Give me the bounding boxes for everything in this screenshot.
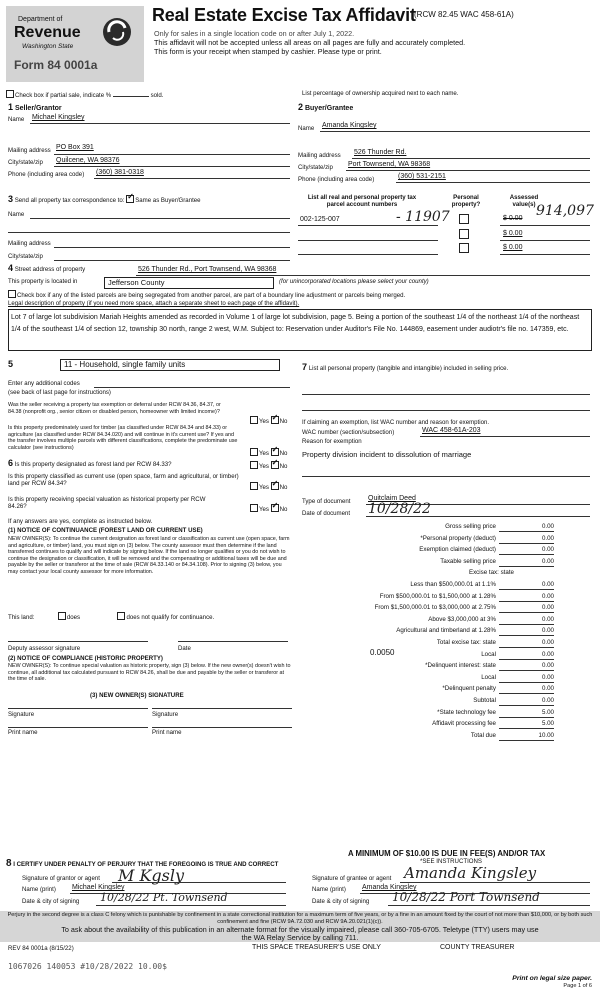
additional-codes-label: Enter any additional codes [8, 380, 80, 387]
notice1-title: (1) NOTICE OF CONTINUANCE (FOREST LAND OR CURRENT USE) [8, 527, 203, 534]
buyer-name-label: Name [298, 125, 315, 132]
seller-name[interactable]: Michael Kingsley [32, 114, 85, 121]
personal-property-checkbox-3[interactable] [459, 243, 469, 253]
tax-row-label: Local [481, 650, 496, 658]
if-yes-note: If any answers are yes, complete as instructed below. [8, 518, 153, 525]
treasurer-only: THIS SPACE TREASURER'S USE ONLY [252, 944, 381, 951]
see-instructions-note: *SEE INSTRUCTIONS [420, 858, 482, 865]
owner-print-label-2: Print name [152, 729, 182, 736]
tax-row-label: Total excise tax: state [436, 639, 496, 646]
seller-heading: 1 Seller/Grantor [8, 102, 62, 112]
buyer-city-label: City/state/zip [298, 164, 333, 171]
seller-city-label: City/state/zip [8, 159, 43, 166]
exemption-label: If claiming an exemption, list WAC number and reason for exemption. [302, 419, 490, 426]
same-as-buyer-checkbox[interactable] [126, 195, 134, 203]
located-in-label: This property is located in [8, 278, 78, 285]
assessed-hand-1: 914,097 [536, 203, 594, 219]
owner-print-label-1: Print name [8, 729, 38, 736]
dor-swirl-icon [101, 16, 133, 48]
minimum-due-note: A MINIMUM OF $10.00 IS DUE IN FEE(S) AND/OR TAX [348, 849, 546, 858]
tax-row [302, 626, 554, 635]
buyer-city[interactable]: Port Townsend, WA 98368 [348, 161, 431, 168]
tax-row-value[interactable]: 0.00 [499, 615, 554, 625]
tax-row-label: Above $3,000,000 at 3% [428, 615, 496, 623]
header-line3: This form is your receipt when stamped by cashier. Please type or print. [154, 47, 382, 56]
tax-row-label: Exemption claimed (deduct) [419, 546, 496, 554]
buyer-heading: 2 Buyer/Grantee [298, 102, 354, 112]
legal-description-field[interactable]: Lot 7 of large lot subdivision Mariah Heights amended as recorded in Volume 1 of large lot subdivision, page 5. Being a portion of the southeast 1/4 of the northeast 1/4 of the northeast 1/4 of the southeast 1/4 of section 12, township 30 north, range 2 west, W.M. Subject to: Reservation under Auditor's File No. 144869, easement under audiotr's file no. 147359, etc. [8, 309, 592, 351]
tax-row-value[interactable]: 10.00 [499, 731, 554, 741]
grantee-signature-label: Signature of grantee or agent [312, 875, 392, 882]
does-checkbox[interactable] [58, 612, 66, 620]
owner-signature-label-2: Signature [152, 711, 179, 718]
grantee-name[interactable]: Amanda Kingsley [362, 884, 417, 891]
dept-line1: Department of [18, 16, 63, 23]
tax-row-value[interactable]: 0.00 [499, 557, 554, 567]
grantee-name-label: Name (print) [312, 886, 346, 893]
certify-line: 8 I CERTIFY UNDER PENALTY OF PERJURY THAT THE FOREGOING IS TRUE AND CORRECT [6, 858, 279, 869]
personal-property-checkbox-1[interactable] [459, 214, 469, 224]
section5-q2-answer: Yes ✓ No [250, 448, 287, 457]
dor-logo [6, 6, 144, 82]
buyer-name[interactable]: Amanda Kingsley [322, 122, 377, 129]
tax-row-label: Excise tax: state [468, 569, 514, 577]
tax-row [302, 661, 554, 670]
grantor-name[interactable]: Michael Kingsley [72, 884, 125, 891]
tax-row [302, 638, 554, 647]
notice2-title: (2) NOTICE OF COMPLIANCE (HISTORIC PROPERTY) [8, 655, 163, 662]
grantee-date-label: Date & city of signing [312, 898, 370, 905]
tax-row [302, 580, 554, 589]
seller-phone[interactable]: (360) 381-0318 [96, 169, 144, 176]
grantor-signature[interactable]: M Kgsly [118, 866, 185, 885]
land-use-code-select[interactable]: 11 - Household, single family units [60, 359, 280, 371]
section5-q1-answer: Yes ✓ No [250, 416, 287, 425]
grantee-signature[interactable]: Amanda Kingsley [404, 864, 537, 882]
tax-row [302, 731, 554, 740]
tax-row [302, 603, 554, 612]
grantor-date-city[interactable]: 10/28/22 Pt. Townsend [100, 891, 228, 904]
tax-row-label: *State technology fee [437, 708, 496, 716]
deputy-signature-label: Deputy assessor signature [8, 645, 81, 652]
does-not-checkbox[interactable] [117, 612, 125, 620]
section3-name-label: Name [8, 211, 25, 218]
wac-label: WAC number (section/subsection) [302, 429, 395, 436]
grantor-name-label: Name (print) [22, 886, 56, 893]
tax-row-value[interactable]: 0.00 [499, 638, 554, 648]
tax-row-value[interactable]: 0.00 [499, 592, 554, 602]
doc-date[interactable]: 10/28/22 [368, 501, 431, 517]
tax-row-label: *Delinquent interest: state [425, 662, 496, 670]
section3-city-label: City/state/zip [8, 253, 43, 260]
section6-q2-answer: Yes ✓ No [250, 482, 287, 491]
owner-signature-label-1: Signature [8, 711, 35, 718]
parcel-header-assessed: Assessed value(s) [509, 194, 539, 209]
legal-paper-note: Print on legal size paper. [512, 975, 592, 982]
section5-q1: Was the seller receiving a property tax exemption or deferral under RCW 84.36, 84.37, or 84.38 (nonprofit org., senior citizen or disabled person, homeowner with limited income)? [8, 402, 221, 415]
q2-yes-checkbox[interactable] [250, 448, 258, 456]
parcel-header-list: List all real and personal property tax parcel account numbers [307, 194, 417, 209]
tax-row [302, 522, 554, 531]
tax-row [302, 568, 554, 577]
buyer-phone-label: Phone (including area code) [298, 176, 375, 183]
header-line1: Only for sales in a single location code on or after July 1, 2022. [154, 29, 355, 38]
tax-row-value[interactable]: 0.00 [499, 673, 554, 683]
tax-row-value[interactable]: 0.00 [499, 534, 554, 544]
q2-no-checkbox[interactable] [271, 448, 279, 456]
buyer-mailing-label: Mailing address [298, 152, 341, 159]
deputy-date-label: Date [178, 645, 191, 652]
tax-row-value[interactable]: 0.00 [499, 650, 554, 660]
section6-q1-answer: Yes ✓ No [250, 461, 287, 470]
recording-stamp: 1067026 140053 #10/28/2022 10.00$ [8, 962, 167, 971]
tax-row [302, 545, 554, 554]
section7-label: 7 List all personal property (tangible and intangible) included in selling price. [302, 362, 509, 372]
tax-row [302, 708, 554, 717]
form-number: Form 84 0001a [14, 58, 98, 72]
reason-label: Reason for exemption [302, 438, 362, 445]
grantor-date-label: Date & city of signing [22, 898, 80, 905]
section6-q3: Is this property receiving special valuation as historical property per RCW 84.26? [8, 496, 206, 511]
section6-q2: Is this property classified as current use (open space, farm and agricultural, or timber) land per RCW 84.34? [8, 473, 239, 488]
parcel-hand-1: - 11907 [396, 209, 450, 225]
tax-row [302, 719, 554, 728]
unincorporated-note: (for unincorporated locations please select your county) [279, 278, 429, 285]
parcel-account-1[interactable]: 002-125-007 [300, 216, 340, 223]
alt-format-note: To ask about the availability of this publication in an alternate format for the visually impaired, please call 360-705-6705. Teletype (TTY) users may use the WA Relay Service by calling 711. [61, 925, 539, 942]
q1-no-checkbox[interactable] [271, 416, 279, 424]
this-land-row: This land: does does not qualify for continuance. [8, 614, 215, 621]
street-address-row: 4 Street address of property [8, 263, 86, 273]
doc-type-label: Type of document [302, 498, 351, 505]
section6-q3-answer: Yes ✓ No [250, 504, 287, 513]
q1-yes-checkbox[interactable] [250, 416, 258, 424]
tax-row [302, 684, 554, 693]
grantor-signature-label: Signature of grantor or agent [22, 875, 100, 882]
doc-date-label: Date of document [302, 510, 351, 517]
see-back-note: (see back of last page for instructions) [8, 389, 111, 396]
grantee-date-city[interactable]: 10/28/22 Port Townsend [392, 890, 540, 904]
seller-mailing[interactable]: PO Box 391 [56, 144, 94, 151]
page-number: Page 1 of 6 [563, 983, 592, 989]
tax-row-value[interactable]: 0.00 [499, 545, 554, 555]
tax-row-label: Local [481, 673, 496, 681]
assessed-value-2[interactable]: $ 0.00 [503, 230, 523, 237]
tax-row [302, 615, 554, 624]
rev-number: REV 84 0001a (8/15/22) [8, 945, 74, 952]
assessed-value-1[interactable]: $ 0.00 [503, 215, 523, 222]
street-address[interactable]: 526 Thunder Rd., Port Townsend, WA 98368 [138, 266, 277, 273]
tax-row-label: Agricultural and timberland at 1.28% [396, 627, 496, 635]
tax-row-value[interactable]: 0.00 [499, 580, 554, 590]
section5-num: 5 [8, 359, 14, 369]
tax-row [302, 534, 554, 543]
section6-q1: 6 Is this property designated as forest land per RCW 84.33? [8, 458, 172, 468]
partial-sale-checkbox[interactable] [6, 90, 14, 98]
exemption-reason[interactable]: Property division incident to dissolution of marriage [302, 450, 472, 459]
legal-description-label: Legal description of property (if you need more space, attach a separate sheet to each page of the affidavit). [8, 300, 300, 307]
tax-row-label: Taxable selling price [440, 557, 496, 565]
tax-row-label: From $500,000.01 to $1,500,000 at 1.28% [379, 592, 496, 600]
tax-row-label: From $1,500,000.01 to $3,000,000 at 2.75% [374, 604, 496, 612]
tax-row-label: Less than $500,000.01 at 1.1% [410, 581, 496, 588]
form-title: Real Estate Excise Tax Affidavit [152, 5, 416, 25]
personal-property-checkbox-2[interactable] [459, 229, 469, 239]
seller-city[interactable]: Quilcene, WA 98376 [56, 157, 120, 164]
seller-name-label: Name [8, 116, 25, 123]
header-line2: This affidavit will not be accepted unless all areas on all pages are fully and accurately completed. [154, 38, 466, 47]
tax-row-label: Total due [470, 731, 496, 739]
tax-row-label: Subtotal [473, 697, 496, 704]
notice2-body: NEW OWNER(S): To continue special valuation as historic property, sign (3) below. If the new owner(s) doesn't wish to continue, all additional tax calculated pursuant to RCW 84.26, shall be due and payable by the seller or transferor at the time of sale. [8, 663, 291, 683]
list-percentage-note: List percentage of ownership acquired next to each name. [302, 90, 459, 97]
tax-row-value[interactable]: 0.00 [499, 684, 554, 694]
tax-row [302, 557, 554, 566]
tax-row-label: Gross selling price [445, 523, 496, 530]
tax-row-value[interactable]: 5.00 [499, 708, 554, 718]
section3-row: 3 Send all property tax correspondence to: ✓ Same as Buyer/Grantee [8, 195, 201, 204]
tax-row-value[interactable]: 0.00 [499, 522, 554, 532]
notice1-body: NEW OWNER(S): To continue the current designation as forest land or classification as current use (open space, farm and agriculture, or timber) land, you must sign on (3) below. The county assessor must then determine if the land transferred continues to qualify and will indicate by signing below. If the land no longer qualifies or you do not wish to continue the designation or classification, it will be removed and the compensating or additional taxes will be due and payable by the seller or transferor at the time of sale (RCW 84.33.140 or 84.34.108). Prior to signing (3) below, you may contact your local county assessor for more information. [8, 536, 290, 575]
tax-row [302, 650, 554, 659]
seller-phone-label: Phone (including area code) [8, 171, 85, 178]
parcel-header-personal: Personal property? [451, 194, 481, 209]
tax-row-value[interactable]: 0.00 [499, 661, 554, 671]
perjury-note: Perjury in the second degree is a class C felony which is punishable by confinement in a state correctional institution for a maximum term of five years, or by a fine in an amount fixed by the court of not more than $10,000, or by both such confinement and fine (RCW 9A.72.030 and RCW 9A.20.021(1)(c)). [7, 912, 593, 925]
tax-row [302, 696, 554, 705]
wac-number[interactable]: WAC 458-61A-203 [422, 427, 481, 434]
assessed-value-3[interactable]: $ 0.00 [503, 244, 523, 251]
buyer-mailing[interactable]: 526 Thunder Rd. [354, 149, 407, 156]
section5-q2: Is this property predominately used for timber (as classified under RCW 84.34 and 84.33) or agriculture (as classified under RCW 84.34.020) and will continue in it's current use? If yes and the transfer involves multiple parcels with different classifications, complete the predominate use calculator (see instructions) [8, 425, 238, 451]
section3-mailing-label: Mailing address [8, 240, 51, 247]
form-citation: (RCW 82.45 WAC 458-61A) [414, 10, 514, 19]
tax-row-label: *Delinquent penalty [442, 685, 496, 693]
doc-type[interactable]: Quitclaim Deed [368, 495, 416, 502]
tax-row-value[interactable]: 0.00 [499, 603, 554, 613]
tax-row-label: Affidavit processing fee [432, 720, 496, 728]
tax-row-label: *Personal property (deduct) [420, 534, 496, 542]
buyer-phone[interactable]: (360) 531-2151 [398, 173, 446, 180]
dept-line3: Washington State [22, 43, 74, 50]
tax-row-value[interactable]: 5.00 [499, 719, 554, 729]
segregated-row: Check box if any of the listed parcels are being segregated from another parcel, are part of a boundary line adjustment or parcels being merged. [8, 290, 405, 299]
tax-row-value[interactable]: 0.00 [499, 696, 554, 706]
seller-mailing-label: Mailing address [8, 147, 51, 154]
notice3-title: (3) NEW OWNER(S) SIGNATURE [90, 692, 184, 699]
partial-sale-row: Check box if partial sale, indicate % sold. [6, 90, 163, 99]
tax-row [302, 592, 554, 601]
local-rate: 0.0050 [370, 648, 395, 658]
county-treasurer: COUNTY TREASURER [440, 944, 515, 951]
tax-row [302, 673, 554, 682]
tax-row-value[interactable]: 0.00 [499, 626, 554, 636]
segregated-checkbox[interactable] [8, 290, 16, 298]
county-select[interactable]: Jefferson County [104, 277, 274, 289]
dept-line2: Revenue [14, 24, 81, 41]
